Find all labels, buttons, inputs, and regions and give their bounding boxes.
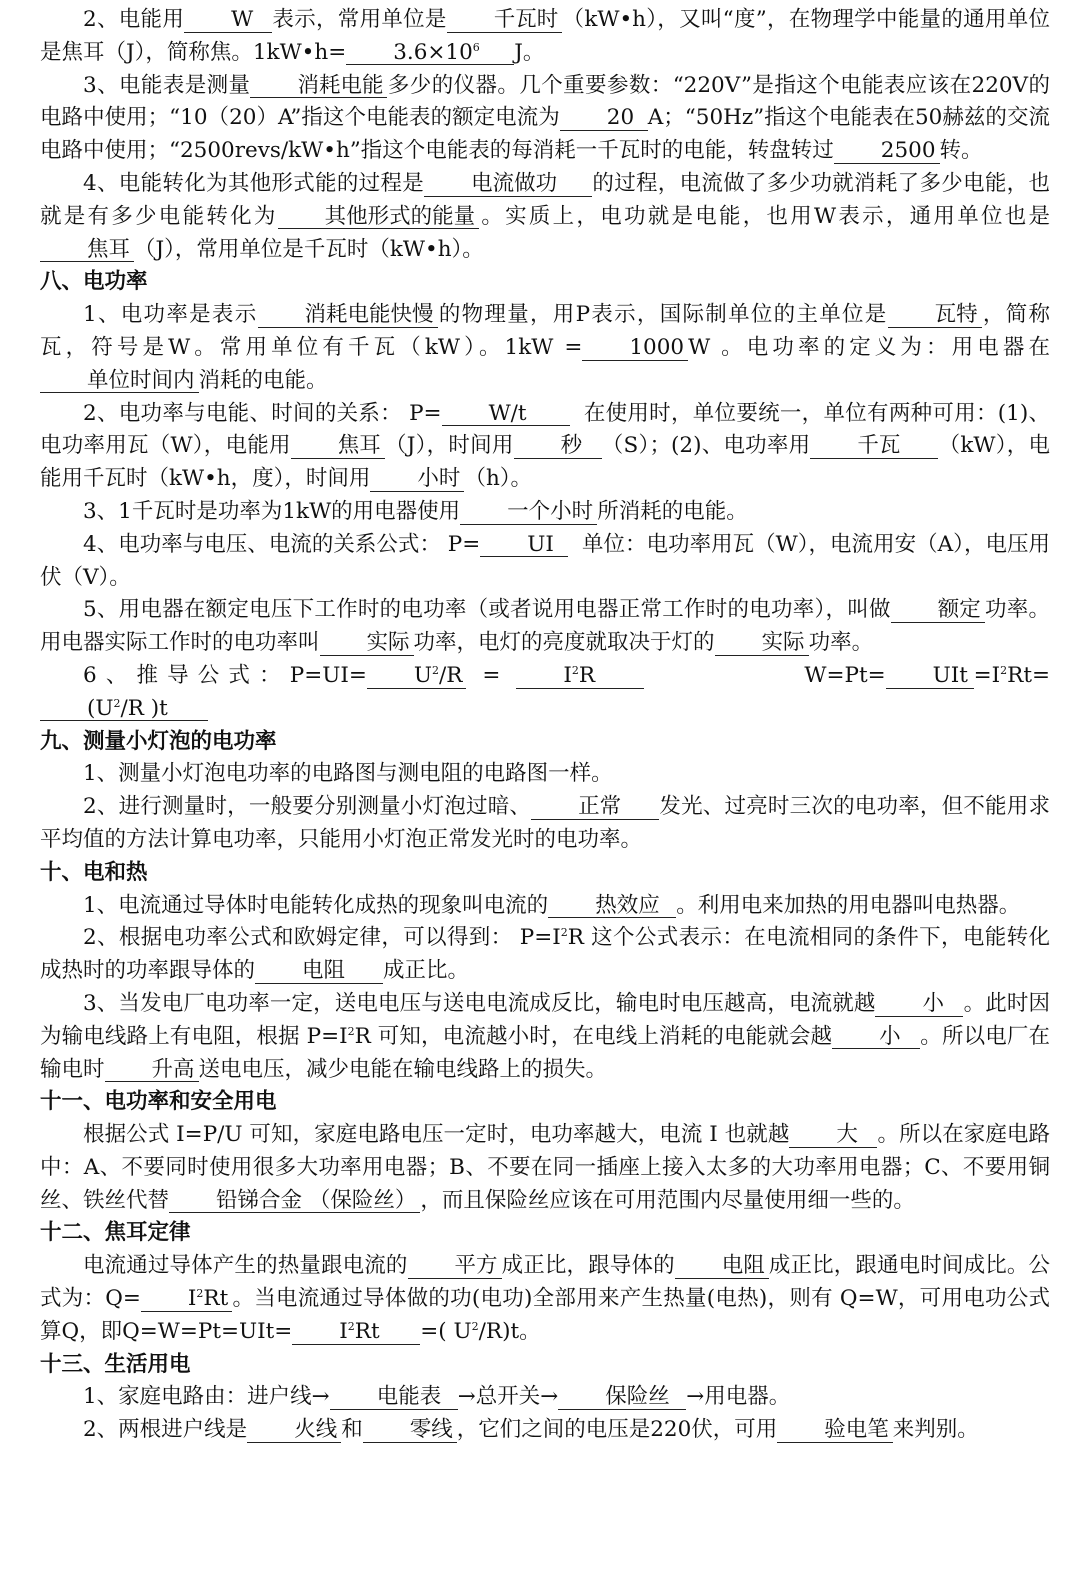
heading-9: 九、测量小灯泡的电功率 bbox=[40, 728, 277, 754]
paragraph-work: 4、电能转化为其他形式能的过程是 电流做功 的过程，电流做了多少功就消耗了多少电能，也就是有多少电能转化为 其他形式的能量 。实质上，电功就是电能，也用W表示，通用单位也是焦耳 （J），常用单位是千瓦时（kW•h）。 bbox=[40, 170, 1050, 262]
paragraph-9-2: 2、进行测量时，一般要分别测量小灯泡过暗、 正常 发光、过亮时三次的电功率，但不能用求平均值的方法计算电功率，只能用小灯泡正常发光时的电功率。 bbox=[40, 794, 1050, 852]
paragraph-13-1: 1、家庭电路由：进户线→ 电能表 →总开关→ 保险丝 →用电器。 bbox=[83, 1384, 791, 1410]
heading-10: 十、电和热 bbox=[40, 859, 148, 885]
paragraph-10-3: 3、当发电厂电功率一定，送电电压与送电电流成反比，输电时电压越高，电流就越 小 。此时因为输电线路上有电阻，根据 $P=I^2R$ 可知，电流越小时，在电线上消耗的电能就会越 小 。所以电厂在输电时 升高 送电电压，减少电能在输电线路上的损失。 bbox=[40, 990, 1050, 1082]
document-body bbox=[40, 4, 1050, 1447]
paragraph-8-6: 6、推导公式：$P=UI= U^2/R = I^2R$ W=Pt= UIt $=I^2Rt=(U^2/R$ )t bbox=[40, 660, 1050, 726]
paragraph-11: 根据公式 I=P/U 可知，家庭电路电压一定时，电功率越大，电流 I 也就越 大 。所以在家庭电路中：A、不要同时使用很多大功率用电器；B、不要在同一插座上接入太多的大功率用电器；C、不要用铜丝、铁丝代替 铅锑合金 （保险丝） ，而且保险丝应该在可用范围内尽量使用细一些的。 bbox=[40, 1122, 1050, 1213]
paragraph-8-3: 3、1千瓦时是功率为1kW的用电器使用 一个小时 所消耗的电能。 bbox=[83, 498, 748, 524]
paragraph-energy: 2、电能用 W 表示，常用单位是 千瓦时 （kW•h），又叫“度”，在物理学中能量的通用单位是焦耳（J），简称焦。1kW•h= $3.6\times 10^6$ J。 bbox=[40, 7, 1050, 65]
paragraph-8-4: 4、电功率与电压、电流的关系公式： P= UI 单位：电功率用瓦（W），电流用安（A），电压用伏（V）。 bbox=[40, 531, 1050, 590]
paragraph-13-2: 2、两根进户线是 火线 和 零线 ，它们之间的电压是220伏，可用 验电笔 来判别。 bbox=[83, 1417, 979, 1443]
paragraph-10-2: 2、根据电功率公式和欧姆定律，可以得到： $P=I^2R$ 这个公式表示：在电流相同的条件下，电能转化成热时的功率跟导体的 电阻 成正比。 bbox=[40, 925, 1050, 984]
paragraph-8-1: 1、电功率是表示 消耗电能快慢 的物理量，用P表示，国际制单位的主单位是 瓦特 ，简称瓦，符号是W。常用单位有千瓦（kW）。1kW = 1000 W 。电功率的定义为：用电器在单位时间内 消耗的电能。 bbox=[40, 302, 1051, 393]
heading-13: 十三、生活用电 bbox=[40, 1351, 191, 1377]
paragraph-8-5: 5、用电器在额定电压下工作时的电功率（或者说用电器正常工作时的电功率），叫做 额定 功率。用电器实际工作时的电功率叫 实际 功率，电灯的亮度就取决于灯的 实际 功率。 bbox=[40, 597, 1050, 656]
paragraph-10-1: 1、电流通过导体时电能转化成热的现象叫电流的 热效应 。利用电来加热的用电器叫电热器。 bbox=[83, 892, 1021, 918]
paragraph-9-1: 1、测量小灯泡电功率的电路图与测电阻的电路图一样。 bbox=[83, 761, 613, 787]
paragraph-meter: 3、电能表是测量 消耗电能 多少的仪器。几个重要参数：“220V”是指这个电能表应该在220V的电路中使用；“10（20）A”指这个电能表的额定电流为 20 A；“50Hz”指这个电能表在50赫兹的交流电路中使用；“2500revs/kW•h”指这个电能表的每消耗一千瓦时的电能，转盘转过 2500 转。 bbox=[40, 72, 1050, 164]
paragraph-12: 电流通过导体产生的热量跟电流的 平方 成正比，跟导体的 电阻 成正比，跟通电时间成比。公式为：$Q= I^2Rt$ 。当电流通过导体做的功(电功)全部用来产生热量(电热)，则有 Q=W，可用电功公式算Q，即$Q=W=Pt=UIt= I^2Rt$ =( $U^2/R)t$。 bbox=[40, 1253, 1050, 1344]
heading-8: 八、电功率 bbox=[40, 269, 148, 295]
paragraph-8-2: 2、电功率与电能、时间的关系： P= W/t 在使用时，单位要统一，单位有两种可用：(1)、电功率用瓦（W），电能用 焦耳 （J），时间用 秒 （S）；(2)、电功率用 千瓦 （kW），电能用千瓦时（kW•h，度），时间用 小时 （h）。 bbox=[40, 400, 1051, 492]
heading-11: 十一、电功率和安全用电 bbox=[40, 1089, 277, 1115]
heading-12: 十二、焦耳定律 bbox=[40, 1220, 191, 1246]
